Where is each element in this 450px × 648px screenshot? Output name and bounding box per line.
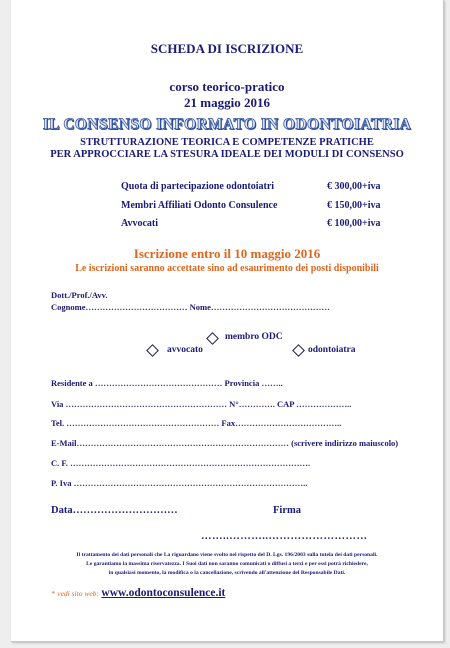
lawyer-option-label: avvocato: [167, 345, 203, 355]
tax-code-field[interactable]: C. F. ………………………………………………………………………….: [51, 458, 311, 468]
lawyer-checkbox[interactable]: [146, 344, 159, 357]
street-field[interactable]: Via ………………………………………………… N°…………. CAP ………………..: [51, 399, 352, 409]
course-main-title: IL CONSENSO INFORMATO IN ODONTOIATRIA: [42, 116, 412, 133]
fee-label-lawyers: Avvocati: [121, 218, 159, 229]
phone-fax-field[interactable]: Tel. ……………………………………………… Fax………………………………..: [51, 418, 342, 428]
signature-field[interactable]: ……..………..………………………: [201, 531, 368, 542]
odc-option-label: membro ODC: [225, 332, 283, 342]
fee-value-dentists: € 300,00+iva: [327, 181, 381, 192]
vat-number-field[interactable]: P. Iva ………………………………………………………………………..: [51, 478, 308, 488]
website-row: [51, 587, 225, 599]
title-field[interactable]: Dott./Prof./Avv.: [51, 290, 108, 300]
email-field[interactable]: E-Mail………………………………………………………………… (scrivere indirizzo maiuscolo): [51, 438, 399, 448]
privacy-notice-line-1: Il trattamento dei dati personali che La riguardano viene svolto nel rispetto del D. Lgs. 196/2003 sulla tutela dei dati personali.: [76, 552, 378, 558]
course-subtitle-1: STRUTTURAZIONE TEORICA E COMPETENZE PRATICHE: [80, 137, 374, 148]
course-subtitle-2: PER APPROCCIARE LA STESURA IDEALE DEI MODULI DI CONSENSO: [50, 149, 404, 160]
fee-label-affiliates: Membri Affiliati Odonto Consulence: [121, 200, 278, 211]
deadline-note: Le iscrizioni saranno accettate sino ad esaurimento dei posti disponibili: [75, 263, 379, 274]
course-date: 21 maggio 2016: [184, 95, 270, 110]
date-field[interactable]: Data…………………………: [51, 505, 178, 516]
privacy-notice-line-2: Le garantiamo la massima riservatezza. I Suoi dati non saranno comunicati o diffusi a terzi e per essi potrà richiedere,: [86, 561, 368, 567]
registration-form-page: [11, 0, 444, 642]
fee-value-affiliates: € 150,00+iva: [327, 200, 381, 211]
deadline-headline: Iscrizione entro il 10 maggio 2016: [133, 246, 321, 261]
dentist-checkbox[interactable]: [292, 344, 305, 357]
odc-checkbox[interactable]: [206, 332, 219, 345]
privacy-notice-line-3: in qualsiasi momento, la modifica o la cancellazione, scrivendo all'attenzione del Responsabile Dati.: [108, 570, 346, 576]
form-title: SCHEDA DI ISCRIZIONE: [150, 41, 304, 56]
name-surname-field[interactable]: Cognome……………………………… Nome……………………………………: [51, 302, 330, 312]
website-label: vedi sito web:: [57, 589, 99, 598]
dentist-option-label: odontoiatra: [308, 345, 356, 355]
fee-value-lawyers: € 100,00+iva: [327, 218, 381, 229]
signature-label: Firma: [273, 505, 301, 516]
website-link[interactable]: www.odontoconsulence.it: [101, 587, 226, 599]
course-type: corso teorico-pratico: [169, 79, 285, 94]
asterisk-icon: *: [51, 589, 55, 598]
residence-field[interactable]: Residente a ……………………………………… Provincia ……..: [51, 378, 283, 388]
fee-label-dentists: Quota di partecipazione odontoiatri: [121, 181, 275, 192]
